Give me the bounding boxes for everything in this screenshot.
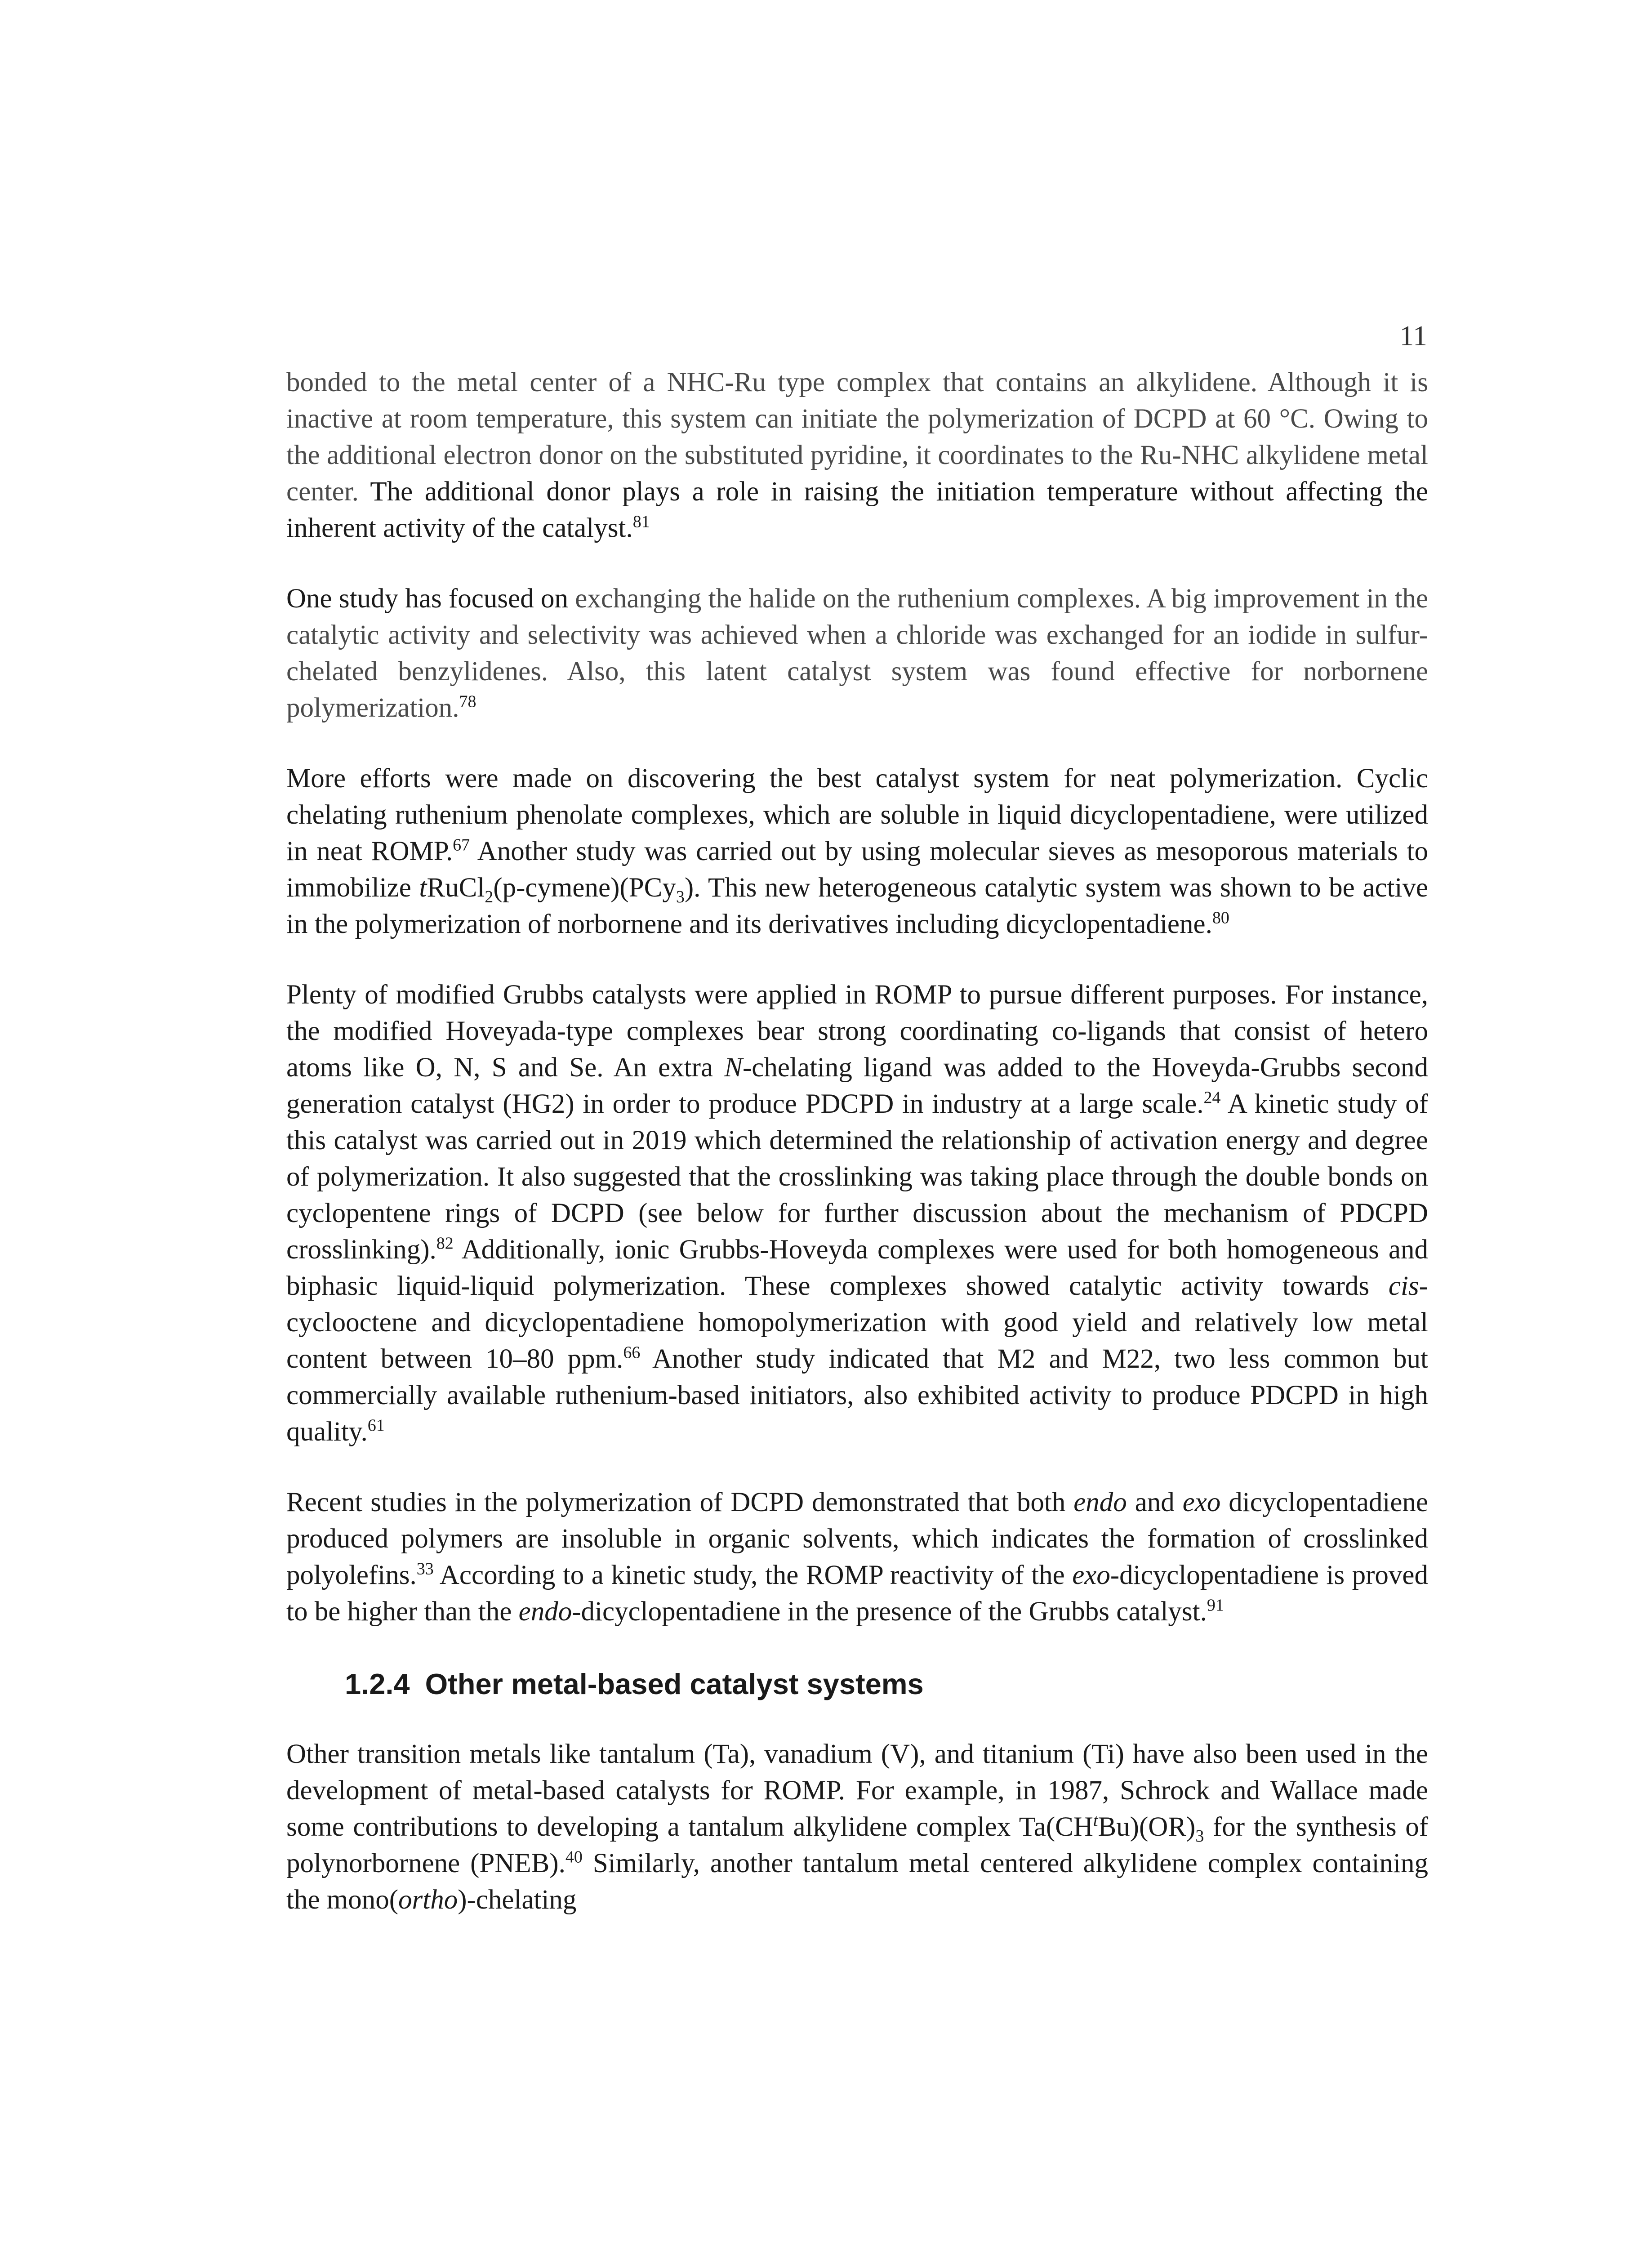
text-run: Bu)(OR)	[1098, 1812, 1196, 1842]
text-run: -dicyclopentadiene is proved to be higher than the	[286, 1560, 1428, 1627]
text-run: and	[1127, 1487, 1183, 1517]
paragraph-4	[286, 977, 1428, 1450]
text-run: Similarly, another tantalum metal centered alkylidene complex containing the mono(	[286, 1848, 1428, 1915]
text-run: 40	[565, 1847, 583, 1867]
text-run: 91	[1207, 1596, 1224, 1615]
text-run: Additionally, ionic Grubbs-Hoveyda complexes were used for both homogeneous and biphasic liquid-liquid polymerization. These complexes showed catalytic activity towards	[286, 1235, 1428, 1301]
text-run: )-chelating	[458, 1885, 577, 1915]
text-run: -dicyclopentadiene in the presence of the Grubbs catalyst.	[572, 1597, 1207, 1627]
text-run: N	[724, 1053, 743, 1083]
section-heading	[345, 1664, 1428, 1704]
text-run: The additional donor plays a role in raising the initiation temperature without affecting the inherent activity of the catalyst.	[286, 477, 1428, 543]
text-run: A kinetic study of this catalyst was carried out in 2019 which determined the relationship of activation energy and degree of polymerization. It also suggested that the crosslinking was taking place through the double bonds on cyclopentene rings of DCPD (see below for further discussion about the mechanism of PDCPD crosslinking).	[286, 1089, 1428, 1265]
text-run: 66	[623, 1343, 641, 1362]
text-run: bonded to the metal center of a NHC-Ru type complex that contains an alkylidene. Although it is inactive at room temperature, this system can initiate the polymerization of DCPD at 60 °C. Owing to the additional electron donor on the substituted pyridine, it coordinates to the Ru-NHC alkylidene metal center.	[286, 367, 1428, 507]
text-run: 61	[367, 1416, 385, 1435]
text-run: RuCl	[427, 873, 485, 903]
paragraph-5	[286, 1484, 1428, 1630]
text-run: 81	[632, 512, 650, 531]
paragraph-1	[286, 364, 1428, 546]
text-run: 33	[416, 1559, 434, 1579]
text-run: According to a kinetic study, the ROMP reactivity of the	[433, 1560, 1073, 1590]
text-run: t	[419, 873, 427, 903]
text-run: Plenty of modified Grubbs catalysts were applied in ROMP to pursue different purposes. For instance, the modified Hoveyada-type complexes bear strong coordinating co-ligands that consist of hetero atoms like O, N, S and Se. An extra	[286, 980, 1428, 1083]
paragraph-3	[286, 760, 1428, 942]
text-run: 2	[485, 888, 494, 907]
text-run: -cyclooctene and dicyclopentadiene homopolymerization with good yield and relatively low metal content between 10–80 ppm.	[286, 1271, 1428, 1374]
text-run: exo	[1182, 1487, 1221, 1517]
text-run: Recent studies in the polymerization of DCPD demonstrated that both	[286, 1487, 1074, 1517]
page-number: 11	[1399, 320, 1427, 352]
text-run: Another study indicated that M2 and M22, two less common but commercially available ruthenium-based initiators, also exhibited activity to produce PDCPD in high quality.	[286, 1344, 1429, 1447]
text-run: endo	[1073, 1487, 1127, 1517]
text-run: cis	[1388, 1271, 1419, 1301]
text-run: t	[1093, 1811, 1098, 1830]
text-run: 80	[1212, 908, 1229, 928]
text-run: exo	[1072, 1560, 1110, 1590]
text-run: Another study was carried out by using molecular sieves as mesoporous materials to immobilize	[286, 836, 1429, 903]
text-run: endo	[518, 1597, 572, 1627]
text-run: One study has focused on	[286, 584, 575, 614]
text-run: ortho	[398, 1885, 458, 1915]
text-run: 82	[436, 1234, 454, 1253]
paragraph-6	[286, 1736, 1428, 1918]
section-title: Other metal-based catalyst systems	[425, 1668, 924, 1700]
text-run: -chelating ligand was added to the Hoveyda-Grubbs second generation catalyst (HG2) in order to produce PDCPD in industry at a large scale.	[286, 1053, 1428, 1119]
text-run: Other transition metals like tantalum (Ta), vanadium (V), and titanium (Ti) have also been used in the development of metal-based catalysts for ROMP. For example, in 1987, Schrock and Wallace made some contributions to developing a tantalum alkylidene complex Ta(CH	[286, 1739, 1428, 1842]
text-run: ). This new heterogeneous catalytic system was shown to be active in the polymerization of norbornene and its derivatives including dicyclopentadiene.	[286, 873, 1429, 939]
text-run: exchanging the halide on the ruthenium complexes. A big improvement in the catalytic activity and selectivity was achieved when a chloride was exchanged for an iodide in sulfur-chelated benzylidenes. Also, this latent catalyst system was found effective for norbornene polymerization.	[286, 584, 1428, 723]
text-run: (p-cymene)(PCy	[493, 873, 676, 903]
text-run: 3	[676, 888, 685, 907]
text-run: for the synthesis of polynorbornene (PNEB).	[286, 1812, 1429, 1878]
paragraph-2	[286, 580, 1428, 726]
text-run: 67	[453, 835, 470, 855]
text-run: More efforts were made on discovering the best catalyst system for neat polymerization. Cyclic chelating ruthenium phenolate complexes, which are soluble in liquid dicyclopentadiene, were utilized in neat ROMP.	[286, 763, 1428, 866]
body-text	[286, 364, 1428, 1952]
text-run: dicyclopentadiene produced polymers are insoluble in organic solvents, which indicates the formation of crosslinked polyolefins.	[286, 1487, 1429, 1590]
text-run: 3	[1195, 1827, 1204, 1846]
text-run: 78	[459, 692, 476, 711]
text-run: 24	[1203, 1088, 1221, 1107]
section-number: 1.2.4	[345, 1668, 410, 1700]
